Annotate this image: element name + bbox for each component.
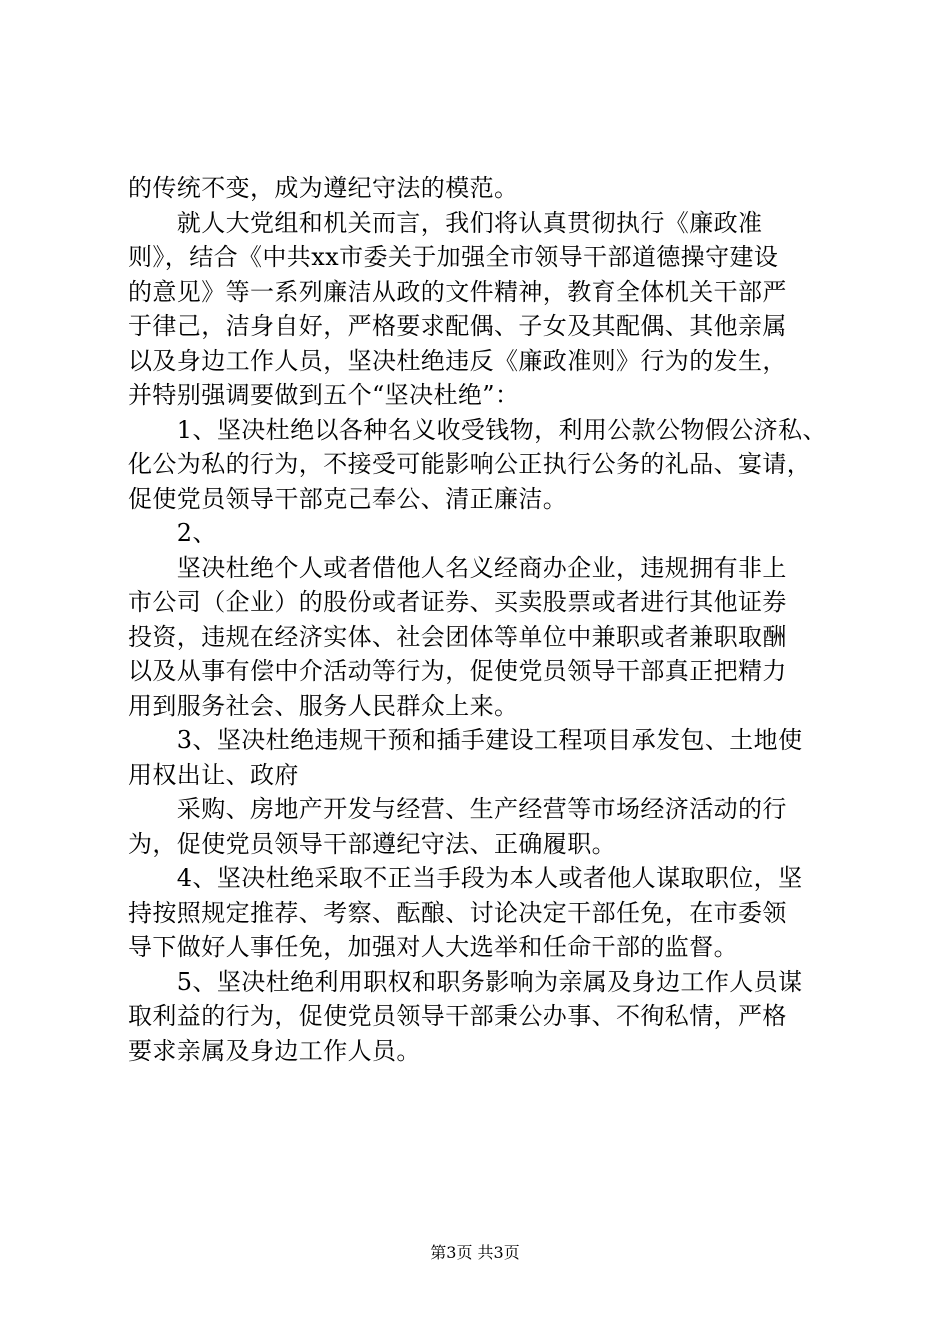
text-line: 取利益的行为，促使党员领导干部秉公办事、不徇私情，严格 bbox=[128, 1002, 787, 1030]
text-line: 以及从事有偿中介活动等行为，促使党员领导干部真正把精力 bbox=[128, 657, 787, 685]
text-line: 1、坚决杜绝以各种名义收受钱物，利用公款公物假公济私、 bbox=[128, 415, 827, 444]
text-line: 采购、房地产开发与经营、生产经营等市场经济活动的行 bbox=[128, 795, 787, 823]
page-footer bbox=[0, 1243, 950, 1263]
text-line: 市公司（企业）的股份或者证券、买卖股票或者进行其他证券 bbox=[128, 588, 787, 616]
text-line: 4、坚决杜绝采取不正当手段为本人或者他人谋取职位，坚 bbox=[128, 864, 803, 892]
text-line: 于律己，洁身自好，严格要求配偶、子女及其配偶、其他亲属 bbox=[128, 312, 787, 340]
text-line: 持按照规定推荐、考察、酝酿、讨论决定干部任免，在市委领 bbox=[128, 898, 787, 927]
page-number: 第3页 共3页 bbox=[430, 1243, 520, 1262]
text-line: 5、坚决杜绝利用职权和职务影响为亲属及身边工作人员谋 bbox=[128, 967, 803, 996]
text-line: 3、坚决杜绝违规干预和插手建设工程项目承发包、土地使 bbox=[128, 726, 803, 754]
text-line: 则》，结合《中共xx市委关于加强全市领导干部道德操守建设 bbox=[128, 243, 779, 271]
text-line: 要求亲属及身边工作人员。 bbox=[128, 1036, 421, 1065]
text-line: 坚决杜绝个人或者借他人名义经商办企业，违规拥有非上 bbox=[128, 553, 787, 582]
text-line: 就人大党组和机关而言，我们将认真贯彻执行《廉政准 bbox=[128, 208, 763, 237]
text-line: 用到服务社会、服务人民群众上来。 bbox=[128, 691, 519, 720]
text-line: 导下做好人事任免，加强对人大选举和任命干部的监督。 bbox=[128, 933, 738, 961]
text-line: 促使党员领导干部克己奉公、清正廉洁。 bbox=[128, 484, 568, 513]
text-line: 以及身边工作人员，坚决杜绝违反《廉政准则》行为的发生， bbox=[128, 346, 787, 375]
document-body bbox=[128, 171, 848, 1068]
text-line: 的传统不变，成为遵纪守法的模范。 bbox=[128, 174, 519, 202]
text-line: 用权出让、政府 bbox=[128, 760, 299, 789]
text-line: 化公为私的行为，不接受可能影响公正执行公务的礼品、宴请， bbox=[128, 450, 812, 478]
text-line: 为，促使党员领导干部遵纪守法、正确履职。 bbox=[128, 829, 616, 858]
text-line: 并特别强调要做到五个“坚决杜绝”： bbox=[128, 381, 520, 409]
text-line: 2、 bbox=[128, 519, 217, 547]
text-line: 的意见》等一系列廉洁从政的文件精神，教育全体机关干部严 bbox=[128, 277, 787, 306]
text-line: 投资，违规在经济实体、社会团体等单位中兼职或者兼职取酬 bbox=[128, 622, 787, 651]
